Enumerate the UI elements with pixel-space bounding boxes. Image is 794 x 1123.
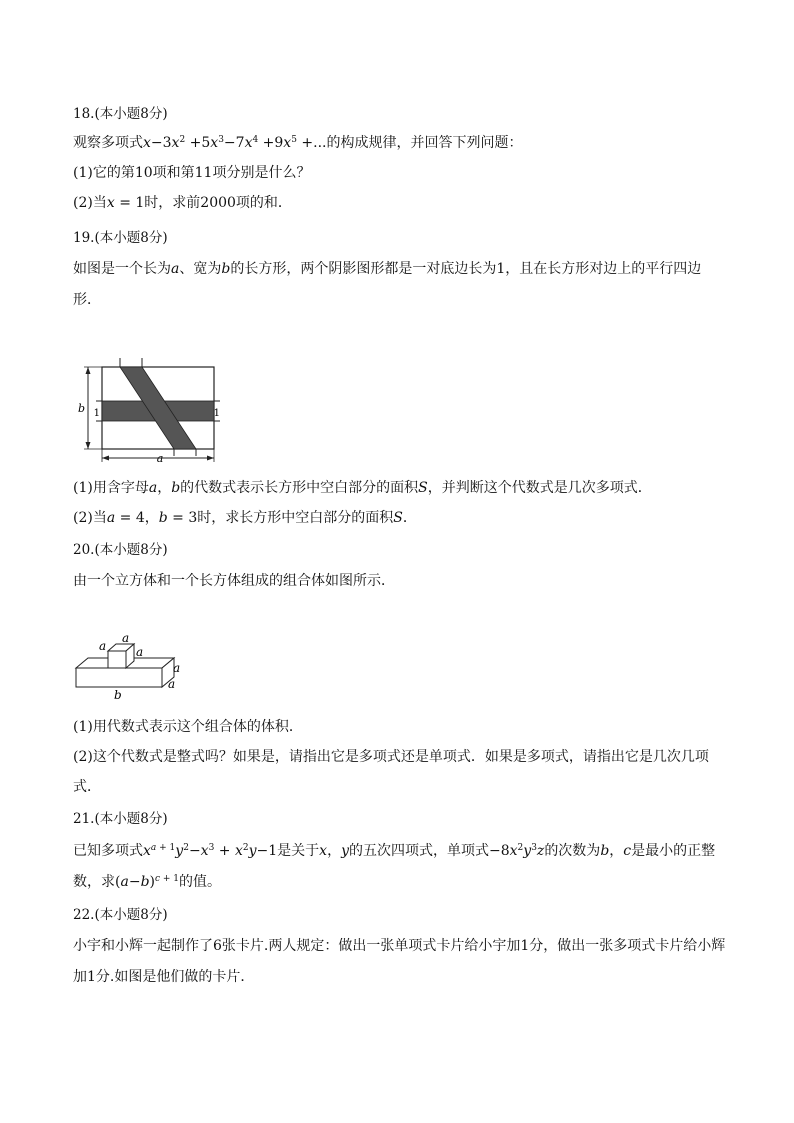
q20-part2-cont: 式． (73, 779, 101, 795)
cube-label-left: a (99, 639, 107, 653)
q18-part2: (2)当x = 1时，求前2000项的和． (73, 195, 292, 211)
cube-label-right: a (136, 645, 144, 659)
rectangle-figure (78, 352, 226, 464)
q18-statement: 观察多项式$x-3x^2 +5x^3-7x^4 +9x^5$ +...的构成规律，并回答下列问题： (73, 135, 523, 151)
q22-heading: 22.(本小题8分) (73, 907, 168, 923)
q20-part2: (2)这个代数式是整式吗？如果是，请指出它是多项式还是单项式．如果是多项式，请指出它是几次几项 (73, 749, 709, 765)
cuboid-label-length: b (114, 688, 122, 702)
cube-label-top: a (122, 631, 130, 645)
q19-part1: (1)用含字母a，b的代数式表示长方形中空白部分的面积S，并判断这个代数式是几次多项式． (73, 480, 652, 496)
q21-heading: 21.(本小题8分) (73, 811, 168, 827)
q21-line1: 已知多项式$x^{a + 1}y^2-x^3 + x^2y-1$是关于x，y的五次四项式，单项式$-8x^2y^3z$的次数为b，c是最小的正整 (73, 843, 716, 859)
q20-intro: 由一个立方体和一个长方体组成的组合体如图所示． (73, 573, 395, 589)
q19-intro-cont: 形． (73, 292, 101, 308)
q20-heading: 20.(本小题8分) (73, 542, 168, 558)
cuboid-label-height: a (168, 677, 176, 691)
solid-figure (72, 628, 186, 702)
q18-part1: (1)它的第10项和第11项分别是什么？ (73, 165, 311, 181)
label-a: a (156, 452, 164, 464)
q22-line1: 小宇和小辉一起制作了6张卡片.两人规定：做出一张单项式卡片给小宇加1分，做出一张多项式卡片给小辉 (73, 938, 726, 954)
cuboid-label-depth: a (173, 661, 181, 675)
label-one-left: 1 (93, 408, 100, 419)
q18-polynomial: $x-3x^2 +5x^3-7x^4 +9x^5$ (143, 135, 297, 151)
q19-part2: (2)当a = 4，b = 3时，求长方形中空白部分的面积S． (73, 510, 417, 526)
q19-intro: 如图是一个长为a、宽为b的长方形，两个阴影图形都是一对底边长为1，且在长方形对边上的平行四边 (73, 261, 702, 277)
q21-line2: 数，求$(a-b)^{c + 1}$的值。 (73, 874, 222, 890)
label-one-right: 1 (213, 408, 220, 419)
q18-heading: 18.(本小题8分) (73, 106, 168, 122)
label-b: b (78, 402, 85, 415)
q20-part1: (1)用代数式表示这个组合体的体积． (73, 719, 303, 735)
q22-line2: 加1分.如图是他们做的卡片． (73, 969, 255, 985)
q19-heading: 19.(本小题8分) (73, 230, 168, 246)
